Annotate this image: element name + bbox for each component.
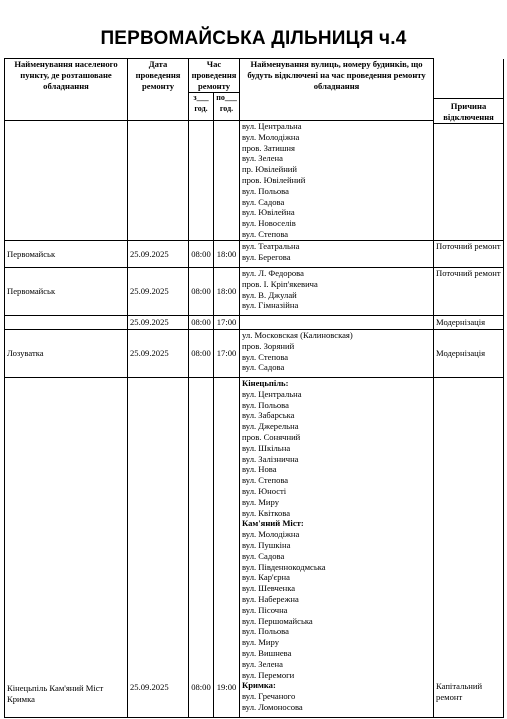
to-cell <box>214 121 240 241</box>
to-cell: 18:00 <box>214 268 240 316</box>
street-item: вул. Берегова <box>242 251 291 262</box>
street-item: вул. Театральна <box>242 241 300 251</box>
street-item: вул. Садова <box>242 362 285 373</box>
street-item: вул. В. Джулай <box>242 289 297 300</box>
table-row <box>5 378 504 718</box>
header-settlement: Найменування населеного пункту, де розташоване обладнання <box>5 59 128 121</box>
street-item: ул. Московская (Калиновская) <box>242 330 353 340</box>
header-to: по___ год. <box>214 93 240 121</box>
settlement-cell <box>5 121 128 241</box>
street-item: пр. Ювілейний <box>242 164 297 175</box>
street-item: вул. Польова <box>242 399 289 410</box>
street-item: вул. Степова <box>242 228 289 239</box>
street-item: вул. Шевченка <box>242 583 296 594</box>
street-item: вул. Новоселів <box>242 218 296 229</box>
from-cell: 08:00 <box>189 330 214 378</box>
village-subheading: Кримка: <box>242 680 276 691</box>
street-item: вул. Вишнева <box>242 647 292 658</box>
street-item: вул. Джерельна <box>242 421 299 432</box>
settlement-cell: Лозуватка <box>5 330 128 378</box>
street-item: вул. Забарська <box>242 410 295 421</box>
date-cell <box>128 121 189 241</box>
table-row <box>5 316 504 330</box>
street-item: вул. Центральна <box>242 121 302 131</box>
street-item: вул. Л. Федорова <box>242 268 304 278</box>
from-cell: 08:00 <box>189 316 214 330</box>
street-item: вул. Польова <box>242 626 289 637</box>
table-row <box>5 330 504 378</box>
street-item: вул. Ювілейна <box>242 207 295 218</box>
street-item: вул. Перемоги <box>242 669 295 680</box>
streets-cell <box>240 378 434 718</box>
header-streets: Найменування вулиць, номеру будинків, що будуть відключені на час проведення ремонту обладнання <box>240 59 434 121</box>
street-item: вул. Степова <box>242 475 289 486</box>
from-cell: 08:00 <box>189 378 214 718</box>
reason-cell: Поточний ремонт <box>434 268 504 316</box>
header-date: Дата проведення ремонту <box>128 59 189 121</box>
date-cell: 25.09.2025 <box>128 330 189 378</box>
reason-cell: Капітальний ремонт <box>434 378 504 718</box>
to-cell: 17:00 <box>214 316 240 330</box>
date-cell: 25.09.2025 <box>128 268 189 316</box>
street-item: вул. Нова <box>242 464 277 475</box>
village-subheading: Кам'яний Міст: <box>242 518 304 529</box>
table-row <box>5 121 504 241</box>
header-reason: Причина відключення <box>434 98 503 124</box>
street-item: вул. Молодіжна <box>242 131 300 142</box>
street-item: пров. Зоряний <box>242 340 295 351</box>
table-row <box>5 241 504 268</box>
village-subheading: Кінецьпіль: <box>242 378 289 388</box>
table-row <box>5 268 504 316</box>
street-item: вул. Зелена <box>242 658 283 669</box>
streets-cell <box>240 241 434 268</box>
street-item: вул. Шкільна <box>242 442 291 453</box>
settlement-cell: Кінецьпіль Кам'яний Міст Кримка <box>5 378 128 718</box>
to-cell: 19:00 <box>214 378 240 718</box>
reason-cell: Модернізація <box>434 316 504 330</box>
from-cell: 08:00 <box>189 241 214 268</box>
street-item: вул. Залізнична <box>242 453 299 464</box>
street-item: вул. Квіткова <box>242 507 291 518</box>
street-item: вул. Юності <box>242 485 287 496</box>
street-item: вул. Гімназійна <box>242 300 299 311</box>
street-item: вул. Набережна <box>242 593 299 604</box>
streets-cell <box>240 316 434 330</box>
street-item: пров. Ювілейний <box>242 174 306 185</box>
settlement-cell: Первомайськ <box>5 241 128 268</box>
outage-schedule-table <box>4 58 504 718</box>
street-item: вул. Польова <box>242 185 289 196</box>
settlement-cell <box>5 316 128 330</box>
street-item: вул. Першомайська <box>242 615 313 626</box>
to-cell: 17:00 <box>214 330 240 378</box>
street-item: вул. Ломоносова <box>242 701 303 712</box>
from-cell: 08:00 <box>189 268 214 316</box>
header-from: з___ год. <box>189 93 214 121</box>
reason-cell <box>434 101 504 241</box>
street-item: пров. Затишня <box>242 142 295 153</box>
street-item: вул. Гречаного <box>242 691 296 702</box>
date-cell: 25.09.2025 <box>128 316 189 330</box>
street-item: пров. І. Кріп'якевича <box>242 278 318 289</box>
street-item: вул. Зелена <box>242 153 283 164</box>
street-item: вул. Садова <box>242 550 285 561</box>
streets-cell <box>240 268 434 316</box>
street-item: вул. Миру <box>242 637 280 648</box>
streets-cell <box>240 330 434 378</box>
page-title: ПЕРВОМАЙСЬКА ДІЛЬНИЦЯ ч.4 <box>100 28 407 49</box>
street-item: вул. Кар'єрна <box>242 572 290 583</box>
street-item: вул. Південнокодмська <box>242 561 326 572</box>
street-item: вул. Миру <box>242 496 280 507</box>
date-cell: 25.09.2025 <box>128 378 189 718</box>
reason-cell: Модернізація <box>434 330 504 378</box>
street-item: вул. Пісочна <box>242 604 288 615</box>
street-item: вул. Садова <box>242 196 285 207</box>
from-cell <box>189 121 214 241</box>
street-item: вул. Пушкіна <box>242 539 291 550</box>
street-item: вул. Центральна <box>242 388 302 399</box>
header-time: Час проведення ремонту <box>189 59 240 93</box>
street-item: вул. Молодіжна <box>242 529 300 540</box>
date-cell: 25.09.2025 <box>128 241 189 268</box>
streets-cell <box>240 121 434 241</box>
street-item: вул. Степова <box>242 351 289 362</box>
reason-cell: Поточний ремонт <box>434 241 504 268</box>
to-cell: 18:00 <box>214 241 240 268</box>
settlement-cell: Первомайськ <box>5 268 128 316</box>
street-item: пров. Сонячний <box>242 431 301 442</box>
